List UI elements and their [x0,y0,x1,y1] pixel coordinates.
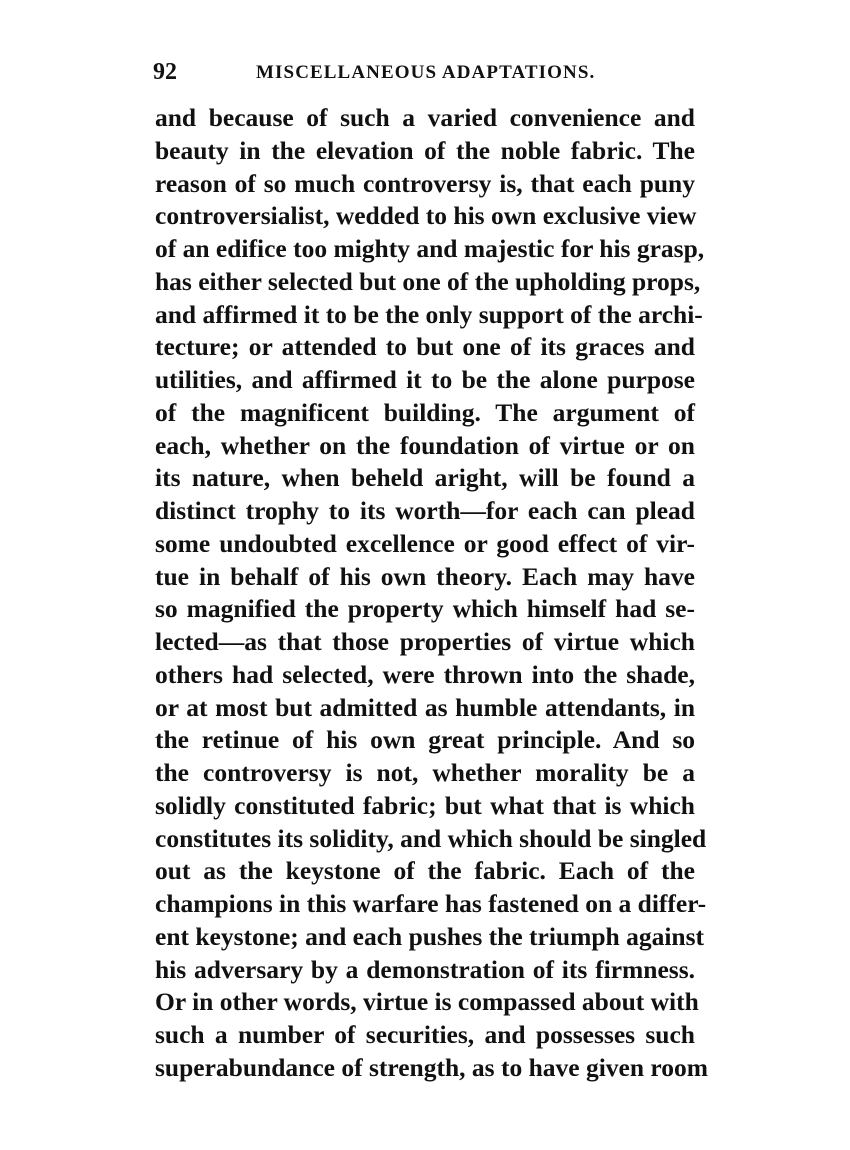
text-line: lected—as that those properties of virtue which [155,627,695,656]
text-line: or at most but admitted as humble attendants, in [155,692,695,722]
running-title: MISCELLANEOUS ADAPTATIONS. [256,62,596,83]
text-line: the controversy is not, whether morality be a [155,758,695,787]
text-line: Or in other words, virtue is compassed about with [155,987,699,1017]
text-line: has either selected but one of the upholding props, [155,266,701,296]
text-line: tecture; or attended to but one of its graces and [155,332,695,362]
text-line: controversialist, wedded to his own exclusive view [155,201,697,231]
text-line: superabundance of strength, as to have given room [155,1052,709,1082]
text-line: solidly constituted fabric; but what that is which [155,790,695,820]
text-line: its nature, when beheld aright, will be found a [155,463,695,493]
text-line: constitutes its solidity, and which should be singled [155,823,707,853]
text-line: out as the keystone of the fabric. Each of the [155,856,695,886]
page-number: 92 [153,59,177,85]
text-line: utilities, and affirmed it to be the alone purpose [155,365,695,394]
text-line: tue in behalf of his own theory. Each may have [155,561,695,591]
text-line: and because of such a varied convenience and [155,103,695,132]
running-head [153,57,698,87]
text-line: others had selected, were thrown into the shade, [155,659,695,689]
text-line: his adversary by a demonstration of its firmness. [155,954,695,984]
text-line: the retinue of his own great principle. And so [155,725,695,755]
text-line: ent keystone; and each pushes the triumph against [155,921,705,951]
text-line: and affirmed it to be the only support of the archi- [155,299,703,329]
text-line: beauty in the elevation of the noble fabric. The [155,135,695,165]
text-line: of the magnificent building. The argument of [155,397,695,427]
text-line: each, whether on the foundation of virtue or on [155,430,695,460]
text-line: distinct trophy to its worth—for each can plead [155,496,695,525]
text-line: some undoubted excellence or good effect of vir- [155,528,695,558]
text-line: such a number of securities, and possesses such [155,1020,695,1049]
text-line: so magnified the property which himself had se- [155,594,695,624]
text-line: reason of so much controversy is, that each puny [155,168,695,198]
text-line: of an edifice too mighty and majestic for his grasp, [155,234,705,263]
text-line: champions in this warfare has fastened on a differ- [155,889,707,918]
body-text [155,102,709,1085]
